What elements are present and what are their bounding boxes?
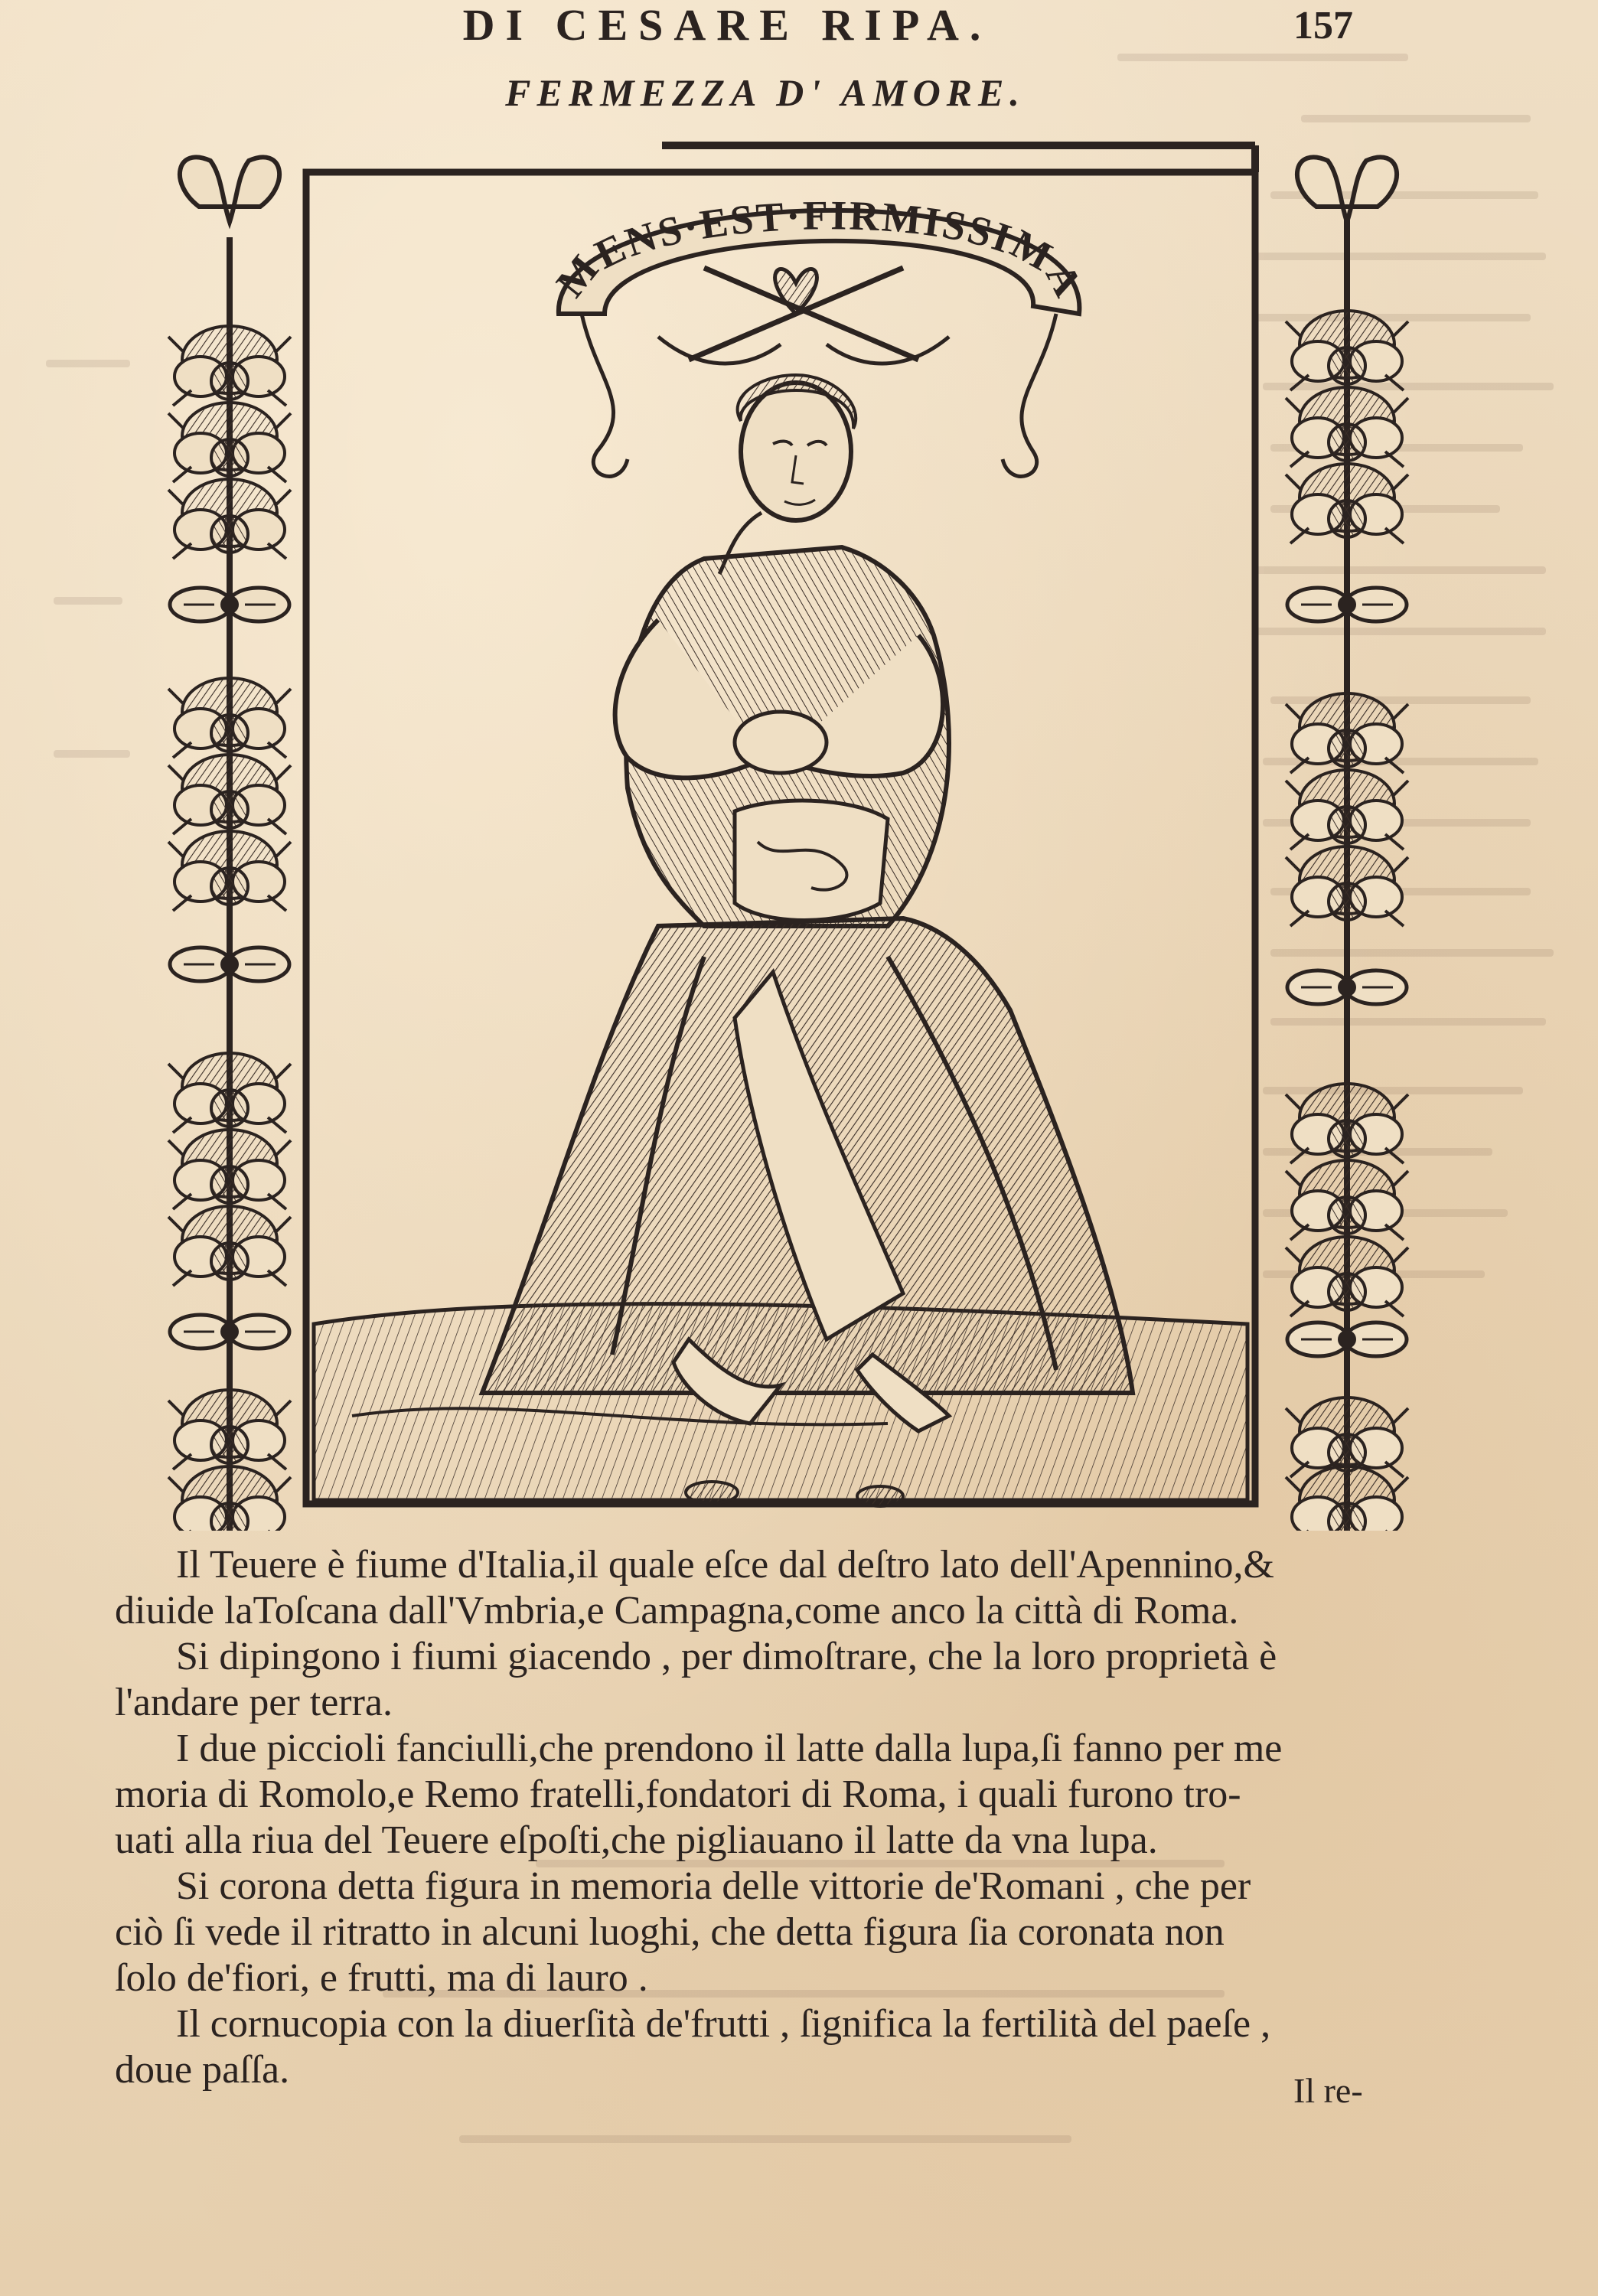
figure-hands (735, 712, 827, 773)
body-line: ciò ſi vede il ritratto in alcuni luoghi, che detta figura ſia coronata non (115, 1910, 1225, 1954)
body-line: Il cornucopia con la diuerſità de'frutti , ſignifica la fertilità del paeſe , (176, 2002, 1271, 2046)
body-line: uati alla riua del Teuere eſpoſti,che pigliauano il latte da vna lupa. (115, 1818, 1158, 1862)
running-head: DI CESARE RIPA. (462, 0, 992, 50)
emblem-title: FERMEZZA D' AMORE. (505, 71, 1026, 114)
body-line: diuide laToſcana dall'Vmbria,e Campagna,come anco la città di Roma. (115, 1589, 1239, 1632)
page-number: 157 (1293, 4, 1353, 47)
catchword: Il re- (1293, 2071, 1363, 2110)
body-line: I due piccioli fanciulli,che prendono il latte dalla lupa,ſi fanno per me (176, 1727, 1283, 1770)
banner-text: MENS·EST·FIRMISSIMA (546, 192, 1093, 306)
left-garland (168, 157, 291, 1531)
body-line: Il Teuere è fiume d'Italia,il quale eſce dal deſtro lato dell'Apennino,& (176, 1543, 1274, 1587)
body-line: Si dipingono i fiumi giacendo , per dimoſtrare, che la loro proprietà è (176, 1635, 1277, 1678)
figure-head (741, 383, 851, 520)
right-garland (1286, 157, 1408, 1531)
body-line: moria di Romolo,e Remo fratelli,fondatori di Roma, i quali furono tro- (115, 1773, 1241, 1816)
body-text (115, 1542, 1446, 2093)
body-line: ſolo de'fiori, e frutti, ma di lauro . (115, 1956, 648, 2000)
body-line: doue paſſa. (115, 2048, 290, 2092)
body-line: Si corona detta figura in memoria delle vittorie de'Romani , che per (176, 1864, 1251, 1908)
woodcut-illustration (122, 130, 1439, 1531)
body-line: l'andare per terra. (115, 1681, 393, 1724)
